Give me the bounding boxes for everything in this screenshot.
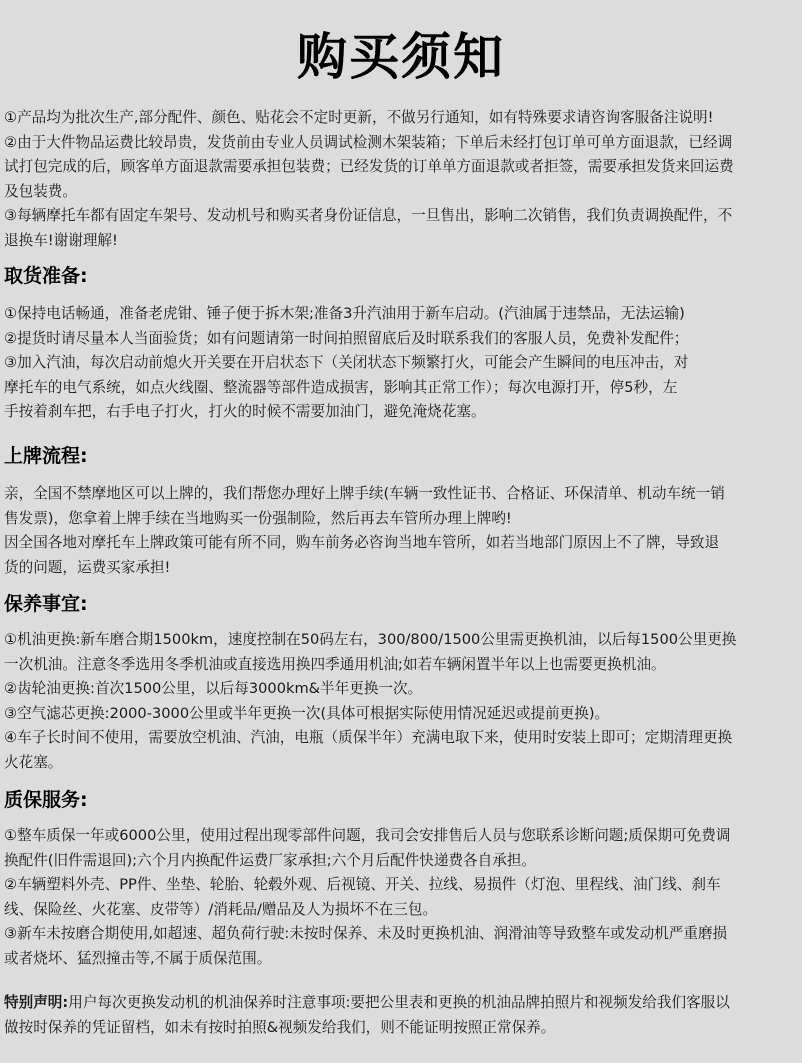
warranty-section (4, 824, 800, 972)
intro-section (4, 106, 800, 254)
maintenance-section (4, 628, 800, 776)
pickup-line: ③加入汽油，每次启动前熄火开关要在开启状态下（关闭状态下频繁打火，可能会产生瞬间的电压冲击，对 (4, 354, 689, 372)
intro-line: ①产品均为批次生产,部分配件、颜色、贴花会不定时更新，不做另行通知，如有特殊要求请咨询客服备注说明! (4, 109, 714, 126)
plate-heading: 上牌流程: (4, 445, 88, 467)
warranty-line: 线、保险丝、火花塞、皮带等）/消耗品/赠品及人为损坏不在三包。 (4, 900, 438, 918)
plate-line: 因全国各地对摩托车上牌政策可能有所不同，购车前务必咨询当地车管所，如若当地部门原因上不了牌，导致退 (4, 534, 720, 552)
maintenance-line: ④车子长时间不使用，需要放空机油、汽油，电瓶（质保半年）充满电取下来，使用时安装上即可；定期清理更换 (4, 729, 733, 747)
plate-line: 亲，全国不禁摩地区可以上牌的，我们帮您办理好上牌手续(车辆一致性证书、合格证、环保清单、机动车统一销 (4, 485, 725, 502)
maintenance-line: 火花塞。 (4, 753, 63, 771)
intro-line: 退换车!谢谢理解! (4, 231, 118, 249)
pickup-section (4, 302, 800, 425)
maintenance-heading: 保养事宜: (4, 593, 88, 615)
maintenance-line: ①机油更换:新车磨合期1500km，速度控制在50码左右，300/800/1500公里需更换机油，以后每1500公里更换 (4, 631, 737, 648)
maintenance-line: 一次机油。注意冬季选用冬季机油或直接选用换四季通用机油;如若车辆闲置半年以上也需要更换机油。 (4, 655, 666, 673)
warranty-line: ①整车质保一年或6000公里，使用过程出现零部件问题，我司会安排售后人员与您联系诊断问题;质保期可免费调 (4, 827, 731, 844)
warranty-line: 换配件(旧件需退回);六个月内换配件运费厂家承担;六个月后配件快递费各自承担。 (4, 851, 537, 869)
intro-line: ②由于大件物品运费比较昂贵，发货前由专业人员调试检测木架装箱；下单后未经打包订单可单方面退款，已经调 (4, 133, 733, 151)
maintenance-line: ③空气滤芯更换:2000-3000公里或半年更换一次(具体可根据实际使用情况延迟或提前更换)。 (4, 704, 610, 722)
warranty-line: ③新车未按磨合期使用,如超速、超负荷行驶:未按时保养、未及时更换机油、润滑油等导致整车或发动机严重磨损 (4, 925, 728, 943)
plate-line: 售发票)，您拿着上牌手续在当地购买一份强制险，然后再去车管所办理上牌哟! (4, 509, 512, 527)
intro-line: 试打包完成的后，顾客单方面退款需要承担包装费；已经发货的订单单方面退款或者拒签，需要承担发货来回运费 (4, 158, 734, 176)
warranty-line: 或者烧坏、猛烈撞击等,不属于质保范围。 (4, 949, 272, 967)
warranty-heading: 质保服务: (4, 789, 88, 811)
intro-line: ③每辆摩托车都有固定车架号、发动机号和购买者身份证信息，一旦售出，影响二次销售，我们负责调换配件，不 (4, 207, 733, 225)
maintenance-line: ②齿轮油更换:首次1500公里，以后每3000km&半年更换一次。 (4, 680, 423, 698)
page-title: 购买须知 (297, 28, 505, 86)
pickup-line: 摩托车的电气系统，如点火线圈、整流器等部件造成损害，影响其正常工作）；每次电源打开，停5秒，左 (4, 378, 678, 396)
warranty-line: ②车辆塑料外壳、PP件、坐垫、轮胎、轮毂外观、后视镜、开关、拉线、易损件（灯泡、里程线、油门线、刹车 (4, 876, 721, 894)
intro-line: 及包装费。 (4, 182, 77, 200)
special-notice-line (4, 991, 800, 1016)
pickup-line: ②提货时请尽量本人当面验货；如有问题请第一时间拍照留底后及时联系我们的客服人员，免费补发配件； (4, 329, 689, 347)
special-notice (4, 991, 800, 1040)
special-notice-label: 特别声明: (4, 994, 69, 1011)
pickup-heading: 取货准备: (4, 265, 88, 287)
pickup-line: 手按着刹车把，右手电子打火，打火的时候不需要加油门，避免淹烧花塞。 (4, 403, 486, 421)
special-notice-line: 做按时保养的凭证留档，如未有按时拍照&视频发给我们，则不能证明按照正常保养。 (4, 1018, 556, 1036)
pickup-line: ①保持电话畅通，准备老虎钳、锤子便于拆木架;准备3升汽油用于新车启动。(汽油属于违禁品，无法运输) (4, 305, 685, 322)
special-notice-text: 用户每次更换发动机的机油保养时注意事项:要把公里表和更换的机油品牌拍照片和视频发给我们客服以 (68, 994, 730, 1011)
plate-section (4, 482, 800, 580)
plate-line: 货的问题，运费买家承担! (4, 558, 171, 576)
